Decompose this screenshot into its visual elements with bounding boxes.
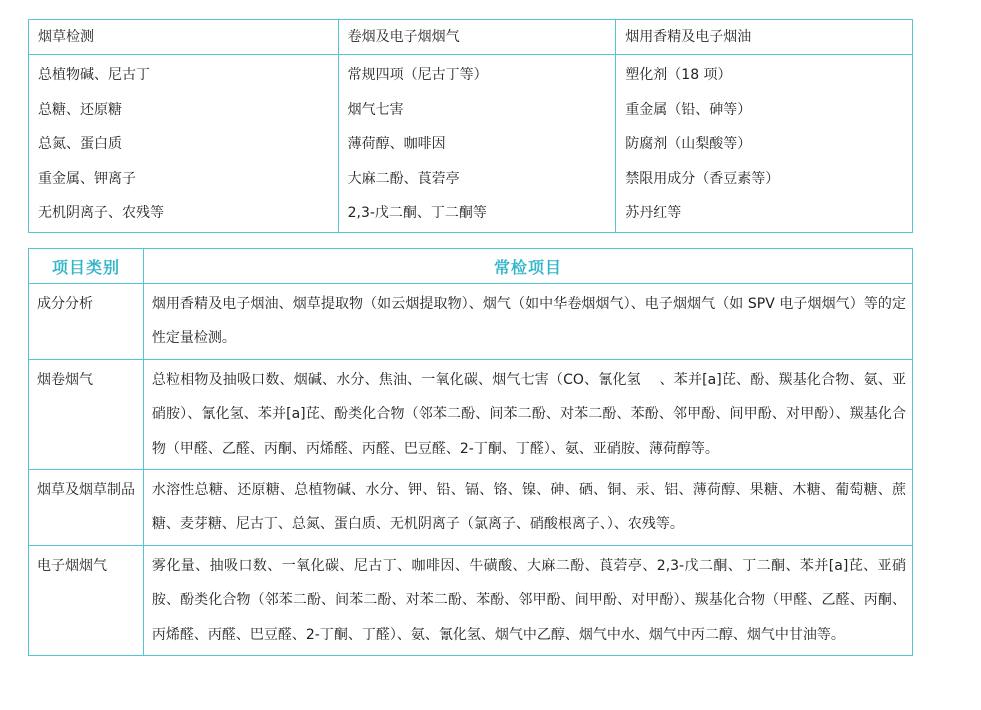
list-item: 禁限用成分（香豆素等） xyxy=(625,170,780,187)
content-row xyxy=(29,55,913,233)
items-cell: 雾化量、抽吸口数、一氧化碳、尼古丁、咖啡因、牛磺酸、大麻二酚、莨菪亭、2,3-戊二酮、丁二酮、苯并[a]芘、亚硝胺、酚类化合物（邻苯二酚、间苯二酚、对苯二酚、苯酚、邻甲酚、间甲酚、对甲酚）、羰基化合物（甲醛、乙醛、丙酮、丙烯醛、丙醛、巴豆醛、2-丁酮、丁醛）、氨、氰化氢、烟气中乙醇、烟气中水、烟气中丙二醇、烟气中甘油等。 xyxy=(143,545,912,655)
testing-scope-table xyxy=(28,19,913,233)
smoke-column xyxy=(338,55,616,233)
items-cell: 烟用香精及电子烟油、烟草提取物（如云烟提取物）、烟气（如中华卷烟烟气）、电子烟烟气（如 SPV 电子烟烟气）等的定性定量检测。 xyxy=(143,284,912,360)
header-cell-tobacco: 烟草检测 xyxy=(29,20,339,55)
list-item: 烟气七害 xyxy=(347,101,404,118)
header-cell-smoke: 卷烟及电子烟烟气 xyxy=(338,20,616,55)
list-item: 总植物碱、尼古丁 xyxy=(38,67,150,83)
table-row xyxy=(29,359,913,469)
items-cell: 水溶性总糖、还原糖、总植物碱、水分、钾、铅、镉、铬、镍、砷、硒、铜、汞、铝、薄荷醇、果糖、木糖、葡萄糖、蔗糖、麦芽糖、尼古丁、总氮、蛋白质、无机阴离子（氯离子、硝酸根离子、）、农残等。 xyxy=(143,470,912,546)
table-row xyxy=(29,545,913,655)
list-item: 大麻二酚、莨菪亭 xyxy=(347,170,460,187)
list-item: 总氮、蛋白质 xyxy=(38,136,122,153)
list-item: 2,3-戊二酮、丁二酮等 xyxy=(347,205,487,222)
header-row xyxy=(29,249,913,284)
list-item: 重金属、钾离子 xyxy=(38,170,136,187)
list-item: 苏丹红等 xyxy=(625,205,682,222)
flavor-column xyxy=(616,55,913,233)
list-item: 塑化剂（18 项） xyxy=(625,67,732,83)
list-item: 总糖、还原糖 xyxy=(38,101,122,118)
header-cell-flavor: 烟用香精及电子烟油 xyxy=(616,20,913,55)
header-row xyxy=(29,20,913,55)
category-cell: 烟卷烟气 xyxy=(29,359,144,469)
list-item: 重金属（铅、砷等） xyxy=(625,101,752,118)
items-cell: 总粒相物及抽吸口数、烟碱、水分、焦油、一氧化碳、烟气七害（CO、氰化氢 、苯并[a]芘、酚、羰基化合物、氨、亚硝胺）、氰化氢、苯并[a]芘、酚类化合物（邻苯二酚、间苯二酚、对苯二酚、苯酚、邻甲酚、间甲酚、对甲酚）、羰基化合物（甲醛、乙醛、丙酮、丙烯醛、丙醛、巴豆醛、2-丁酮、丁醛）、氨、亚硝胺、薄荷醇等。 xyxy=(143,359,912,469)
header-category: 项目类别 xyxy=(29,249,144,284)
list-item: 常规四项（尼古丁等） xyxy=(347,67,488,83)
list-item: 无机阴离子、农残等 xyxy=(38,205,164,222)
category-cell: 烟草及烟草制品 xyxy=(29,470,144,546)
list-item: 薄荷醇、咖啡因 xyxy=(347,136,446,153)
table-row xyxy=(29,284,913,360)
table-row xyxy=(29,470,913,546)
category-cell: 电子烟烟气 xyxy=(29,545,144,655)
header-items: 常检项目 xyxy=(143,249,912,284)
test-items-table xyxy=(28,248,913,656)
tobacco-column xyxy=(29,55,339,233)
category-cell: 成分分析 xyxy=(29,284,144,360)
list-item: 防腐剂（山梨酸等） xyxy=(625,136,752,153)
